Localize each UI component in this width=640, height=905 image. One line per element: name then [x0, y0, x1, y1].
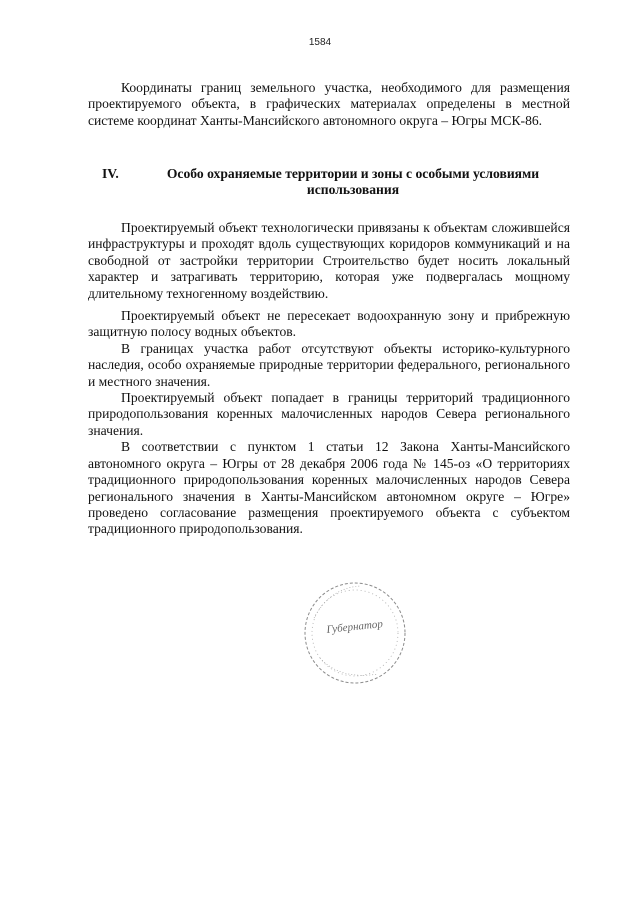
svg-text:Губернатор: Губернатор [325, 618, 384, 636]
body-paragraph: В границах участка работ отсутствуют объекты историко-культурного наследия, особо охраняемые природные территории федерального, регионального и местного значения. [88, 340, 570, 389]
seal-graphic [300, 578, 410, 688]
section-number: IV. [102, 166, 119, 181]
section-title: Особо охраняемые территории и зоны с особыми условиями использования [166, 166, 540, 198]
body-paragraph: Проектируемый объект попадает в границы территорий традиционного природопользования коренных малочисленных народов Севера регионального значения. [88, 390, 570, 438]
body-paragraph: Проектируемый объект не пересекает водоохранную зону и прибрежную защитную полосу водных объектов. [88, 308, 570, 340]
official-seal [300, 578, 410, 688]
body-paragraph: В соответствии с пунктом 1 статьи 12 Закона Ханты-Мансийского автономного округа – Югры от 28 декабря 2006 года № 145-оз «О территориях традиционного природопользования коренных малочисленных народов Севера регионального значения в Ханты-Мансийском автономном округе – Югре» проведено согласование размещения проектируемого объекта с субъектом традиционного природопользования. [88, 439, 570, 537]
section-heading [88, 166, 570, 199]
intro-block [88, 80, 570, 129]
page-number: 1584 [308, 37, 332, 48]
section-body [88, 220, 570, 538]
body-paragraph: Проектируемый объект технологически привязаны к объектам сложившейся инфраструктуры и проходят вдоль существующих коридоров коммуникаций и на свободной от застройки территории Строительство будет носить локальный характер и затрагивать территорию, которая уже подвергалась мощному длительному техногенному воздействию. [88, 220, 570, 301]
intro-paragraph: Координаты границ земельного участка, необходимого для размещения проектируемого объекта, в графических материалах определены в местной системе координат Ханты-Мансийского автономного округа – Югры МСК-86. [88, 80, 570, 128]
